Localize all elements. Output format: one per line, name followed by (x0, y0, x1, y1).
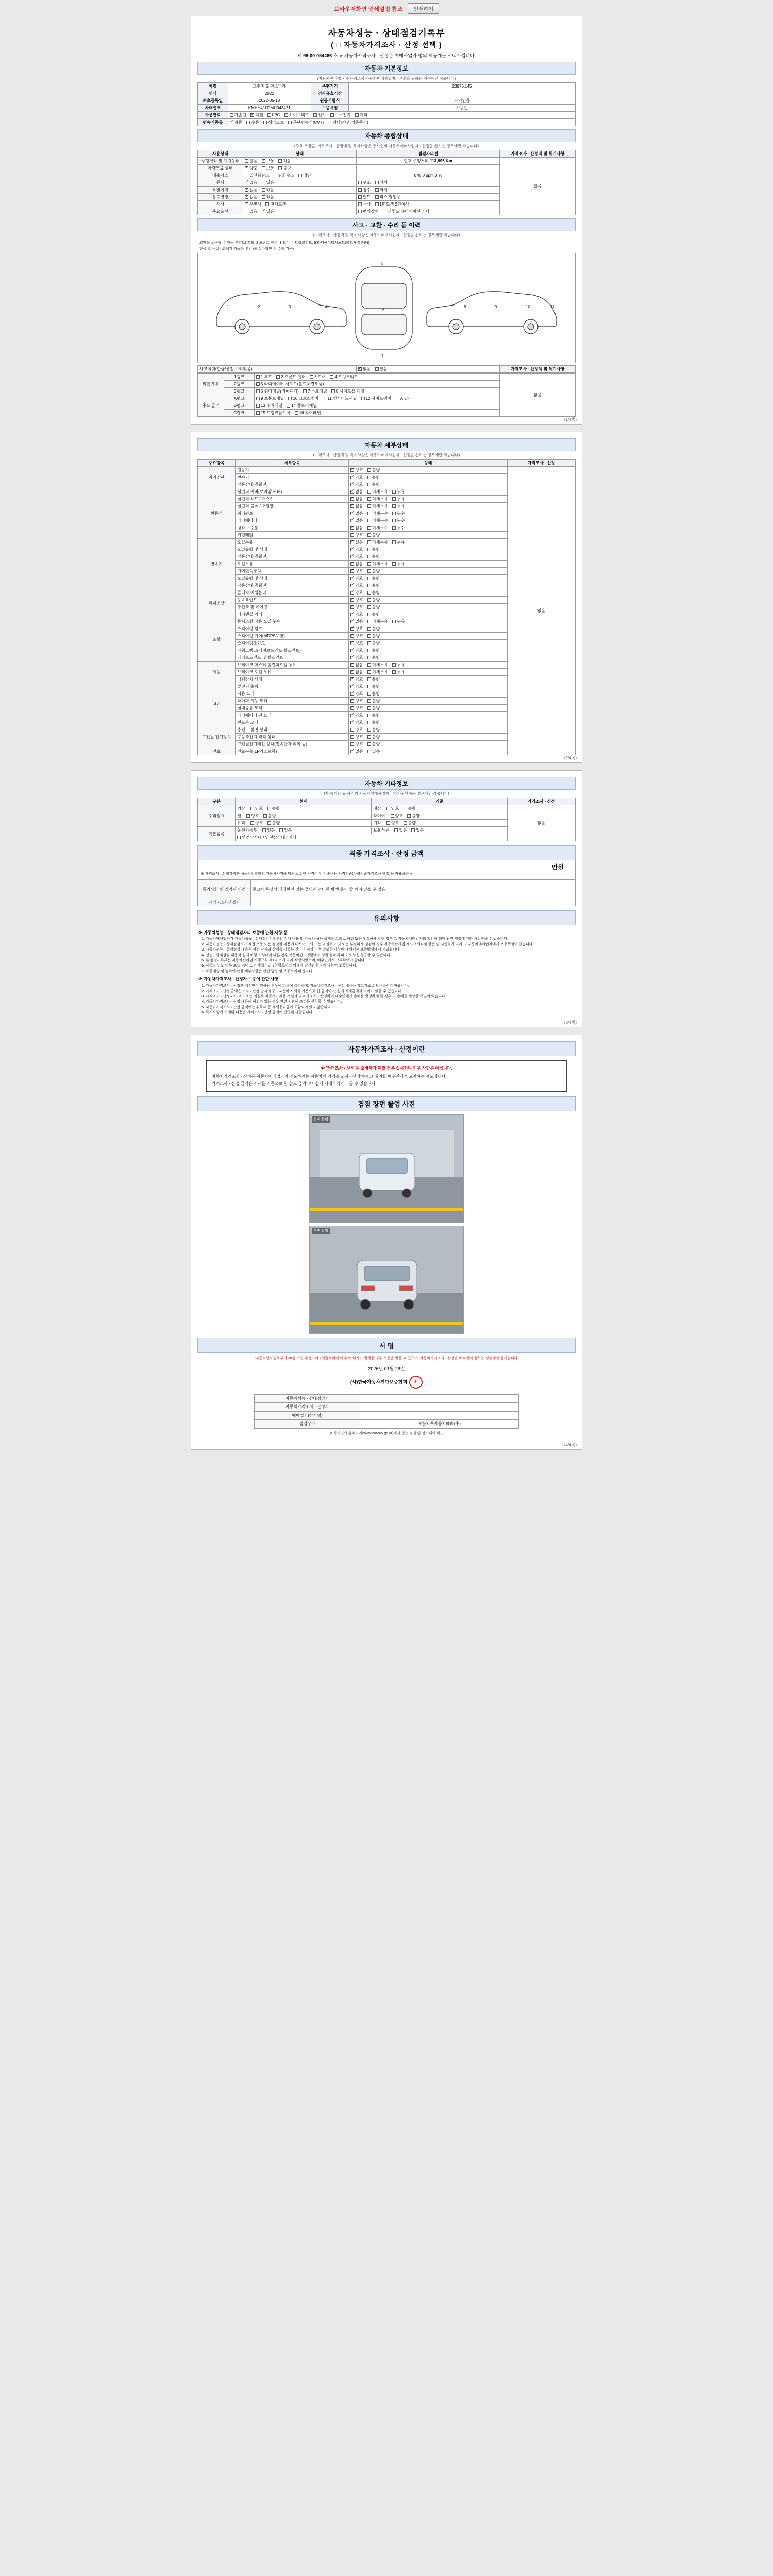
dg6-r5-label: 윈도우 모터 (236, 719, 349, 726)
value-vin: KMHH41LDMU043471 (228, 105, 311, 112)
dg-1: 원동기 (198, 488, 236, 539)
sig-label-0: 자동차성능 · 상태점검자 (255, 1394, 360, 1403)
accident-right-value: 없음 (500, 374, 576, 417)
dg2-r5-label: 오일유량 및 상태 (236, 575, 349, 582)
signature-footer: ※ 자기진단 홈페이지(www.car365.go.kr)에서 성능 점검 및 정비내역 확인 (329, 1431, 444, 1435)
sig-value-2[interactable] (360, 1411, 519, 1420)
price-assessor-label: 가격 · 조사산정자 (198, 899, 251, 906)
etc-h3: 가격조사 · 산정 (508, 798, 576, 805)
dg8-r0-opts[interactable]: ✓ 없음 있음 (349, 748, 508, 755)
dg7-r2-opts[interactable]: 양호 불량 (349, 741, 508, 748)
section-signature: 서 명 (197, 1338, 576, 1353)
etc-g0-i5[interactable]: 기타 양호 불량 (372, 820, 508, 827)
ov-row4-name: 특별이력 (198, 187, 243, 194)
dg2-r4-label: 기어변속장치 (236, 568, 349, 575)
ov-row0-opts[interactable]: 많음 ✓ 보통 적음 (243, 158, 356, 165)
price-amount: 만원 (551, 863, 564, 871)
etc-h2: 기준 (372, 798, 508, 805)
dg4-r0-label: 동력조향 작동 오일 누유 (236, 618, 349, 625)
rank-b: B랭크 (224, 402, 255, 410)
print-button[interactable]: 인쇄하기 (408, 3, 439, 14)
ov-row5-name: 용도변경 (198, 194, 243, 201)
etc-note: (자 특기할 등 사인의 자동차매매사업자 · 산정을 완하는 경우에만 작습니다) (324, 791, 449, 796)
docno-label: 제 (297, 53, 302, 58)
dg4-r5-label: 타이로드엔드 및 볼죠인트 (236, 654, 349, 662)
parts-group-outer: 외판 부위 (198, 374, 224, 395)
dg2-r0-opts[interactable]: ✓ 없음 미세누유 누유 (349, 539, 508, 546)
basic-info-table (197, 82, 576, 126)
sig-label-3: 점검장소 (255, 1420, 360, 1429)
dg4-r4-opts[interactable]: ✓ 양호 불량 (349, 647, 508, 654)
photo-front (309, 1114, 464, 1223)
notice-head-1: ※ 자동차가격조사 · 산정자 보증에 관한 사항 (198, 977, 279, 982)
label-first-reg: 최초등록일 (198, 97, 228, 105)
car-damage-diagram (197, 253, 576, 363)
dg3-r0-label: 클러치 어셈블리 (236, 589, 349, 597)
etc-g0-i1[interactable]: 내장 양호 불량 (372, 805, 508, 812)
dg6-r1-label: 시동 모터 (236, 690, 349, 698)
trans-opt-0[interactable]: ✓ 자동 (230, 120, 242, 125)
page-number-1: (1/4쪽) (564, 417, 577, 422)
seal-stamp: 인 (409, 1376, 423, 1389)
dg4-r1-opts[interactable]: ✓ 양호 불량 (349, 625, 508, 633)
ov-row4-extra: 침수 화재 (356, 187, 500, 194)
dg2-r1-opts[interactable]: ✓ 양호 불량 (349, 546, 508, 553)
docno-suffix: 호 ※ 자동차사격조사 · 산정은 매매사업자 명의 제공계는 서택소셉니다. (333, 53, 476, 58)
fuel-opt-5[interactable]: 수소전기 (330, 112, 351, 118)
dg-5: 제동 (198, 662, 236, 683)
dg4-r3-opts[interactable]: ✓ 양호 불량 (349, 640, 508, 647)
dg7-r2-label: 고전원전기배선 상태(접속단자,피복 등) (236, 741, 349, 748)
notice-1-0: 1. 자동차가격조사 · 산정은 매수인이 원하는 경우에 한하여 실시하며, 자동차가격조사 · 산정 내용은 참고자료로 활용하시기 바랍니다. (206, 984, 575, 988)
fuel-opt-6[interactable]: 기타 (355, 112, 367, 118)
fuel-opt-1[interactable]: ✓ 디젤 (250, 112, 263, 118)
etc-g0-i0[interactable]: 외장 양호 불량 (236, 805, 372, 812)
print-warning: 브라우저화면 인쇄설정 참조 (333, 6, 403, 12)
dg6-r0-label: 발전기 출력 (236, 683, 349, 690)
dg-4: 조향 (198, 618, 236, 662)
dg1-r5-opts[interactable]: ✓ 없음 미세누수 누수 (349, 524, 508, 532)
rank-3: 3랭크 (224, 388, 255, 395)
value-name: 그랜저IG 인스피레 (228, 83, 311, 90)
section-detail: 자동차 세부상태 (197, 438, 576, 451)
rank-a: A랭크 (224, 395, 255, 402)
dg6-r0-opts[interactable]: ✓ 양호 불량 (349, 683, 508, 690)
dg3-r1-opts[interactable]: ✓ 양호 불량 (349, 597, 508, 604)
notice-list-1 (206, 984, 575, 1015)
dg6-r3-label: 실내송풍 모터 (236, 705, 349, 712)
price-remark-label: 특기사항 및 점검자 의견 (198, 880, 251, 899)
parts-group-frame: 주요 골격 (198, 395, 224, 417)
price-amount-box (197, 860, 576, 880)
page-title: 자동차성능 · 상태점검기록부 (328, 28, 445, 38)
dg1-r3-opts[interactable]: ✓ 없음 미세누수 누수 (349, 510, 508, 517)
document-number (197, 52, 576, 59)
dg2-r6-label: 작동상태(공회전) (236, 582, 349, 589)
photo-front-caption: 전면 촬영 (312, 1116, 330, 1123)
accident-right-header: 가격조사 · 산정액 및 특기사항 (500, 366, 576, 373)
rank-b-items[interactable]: 13 대쉬패널 14 플로어패널 (254, 402, 499, 410)
ov-row3-extra: 구조 장치 (356, 179, 500, 187)
value-year: 2022 (228, 90, 311, 97)
ov-row6-extra: 색상 1면도색 2면이상 (356, 201, 500, 208)
mileage-current: 113,995 Km (430, 159, 452, 163)
notice-0-1: 2. 자동차성능 · 상태점검자가 직접 보증 또는 점검한 내용에 대하여 고의 또는 과실로 거짓 또는 부실하게 점검한 경우 자동차관리법 제58조의4 및 같은 법 시행령에 따라 그 자동차매매업자에게 보증책임이 있습니다. (206, 942, 575, 947)
photo-front-svg (310, 1115, 464, 1223)
svg-text:5: 5 (381, 261, 384, 266)
ov-h3: 가격조사 · 산정액 및 특기사항 (500, 150, 576, 158)
accident-note: (가격조사 · 산정액 및 특기사항은 자동차매매사업자 · 산정을 완하는 경우에만 작습니다) (313, 233, 460, 238)
dg6-r4-label: 라디에이터 팬 모터 (236, 712, 349, 719)
svg-text:4: 4 (325, 304, 327, 309)
notice-0-6: 7. 보증대상 및 범위에 관한 세부사항은 관련 법령 및 보증서에 따릅니다. (206, 969, 575, 974)
section-basic-info: 자동차 기본정보 (197, 62, 576, 75)
rank-1-items[interactable]: 1 후드 2 프론트 펜더 3 도어 4 트렁크리드 (254, 374, 499, 381)
rank-3-items[interactable]: 6 쿼터패널(리어펜더) 7 루프패널 8 사이드실 패널 (254, 388, 499, 395)
value-first-reg: 2022-05-13 (228, 97, 311, 105)
dg5-r1-opts[interactable]: ✓ 없음 미세누유 누유 (349, 669, 508, 676)
notice-1-5: 6. 특기사항에 기재된 내용은 가격조사 · 산정 금액에 반영된 사항입니다. (206, 1010, 575, 1015)
dg1-r3-label: 워터펌프 (236, 510, 349, 517)
ov-row6-name: 색상 (198, 201, 243, 208)
etc-g1-i2[interactable]: 안전삼각대 / 안전삼각대 / 기타 (236, 834, 508, 841)
dg3-r0-opts[interactable]: ✓ 양호 불량 (349, 589, 508, 597)
dg0-r0-opts[interactable]: ✓ 양호 불량 (349, 467, 508, 474)
dg1-r0-label: 실린더 커버(로커암 커버) (236, 488, 349, 496)
photo-rear-svg (310, 1226, 464, 1334)
accident-result-opts[interactable]: ✓ 없음 있음 (356, 366, 500, 373)
ov-row1-opts[interactable]: ✓ 양호 보통 불량 (243, 165, 356, 172)
notice-0-0: 1. 자동차매매업자가 자동차성능 · 상태점검기록부의 기재 내용 및 자동차 성능 상태를 고의로 허위 또는 부실하게 알린 경우 그 자동차매매업자의 책임이 되며 관련 법령에 따라 처벌받을 수 있습니다. (206, 937, 575, 941)
label-year: 연식 (198, 90, 228, 97)
sig-value-1[interactable] (360, 1403, 519, 1412)
dg6-r3-opts[interactable]: ✓ 양호 불량 (349, 705, 508, 712)
dg5-r2-opts[interactable]: ✓ 양호 불량 (349, 676, 508, 683)
svg-text:10: 10 (526, 304, 530, 309)
ov-row4-opts[interactable]: ✓ 없음 있음 (243, 187, 356, 194)
value-warranty2: 가솔린 (349, 105, 576, 112)
svg-text:8: 8 (464, 304, 466, 309)
notice-1-3: 4. 자동차가격조사 · 산정 내용에 이의가 있는 경우 관련 기관에 조정을 신청할 수 있습니다. (206, 999, 575, 1004)
dg1-r5-label: 냉각수 수분 (236, 524, 349, 532)
label-inspection: 검사유효기간 (311, 90, 348, 97)
ov-row2-opts[interactable]: 일산화탄소 탄화수소 매연 (243, 172, 356, 179)
price-desc: ※ 가격조사 · 산정가격은 성능점검할때의 자동차가격을 바탕으로 한 가격이며, 기술내는 가격기준(차량기준가격조사 산정)을 적용하였음 (201, 872, 413, 876)
dg3-r3-label: 디퍼렌셜 기어 (236, 611, 349, 618)
docno-value: 98-00-054486 (303, 53, 332, 58)
dg-2: 변속기 (198, 539, 236, 589)
dg0-r0-label: 원동기 (236, 467, 349, 474)
overall-table (197, 150, 576, 215)
value-warranty: 자기인증 (349, 97, 576, 105)
etc-table (197, 798, 576, 841)
dg0-r2-label: 작동상태(공회전) (236, 481, 349, 488)
guide-text-0: ※ '가격조사 · 산정'은 소비자가 원할 경우 실시되며 의무 사항은 아닙니다. (321, 1065, 452, 1071)
dg-6: 전기 (198, 683, 236, 726)
label-mileage: 주행거리 (311, 83, 348, 90)
price-remark-table (197, 880, 576, 906)
rank-c: C랭크 (224, 410, 255, 417)
dt-h3: 가격조사 · 산정 (508, 460, 576, 467)
dt-h2: 상태 (349, 460, 508, 467)
detail-note: (가격조사 · 산정액 및 특기사항은 자동차매매사업자 · 산정을 완하는 경우에만 작습니다) (313, 453, 460, 457)
rank-1: 1랭크 (224, 374, 255, 381)
dg7-r0-label: 충전구 절연 상태 (236, 726, 349, 734)
page-3 (191, 770, 582, 1027)
signature-area (197, 1353, 576, 1442)
etc-g0-i2[interactable]: 휠 양호 불량 (236, 812, 372, 820)
sig-value-3[interactable]: 보분차주자동차매매(주) (360, 1420, 519, 1429)
dg4-r2-label: 스티어링 기어(MDPS포함) (236, 633, 349, 640)
svg-text:11: 11 (550, 304, 555, 309)
fuel-opt-3[interactable]: 하이브리드 (284, 112, 309, 118)
ov-row3-opts[interactable]: ✓ 없음 있음 (243, 179, 356, 187)
dg1-r2-label: 실린더 블록 / 오일팬 (236, 503, 349, 510)
dg1-r6-label: 커먼레일 (236, 532, 349, 539)
dg3-r3-opts[interactable]: ✓ 양호 불량 (349, 611, 508, 618)
dg6-r5-opts[interactable]: ✓ 양호 불량 (349, 719, 508, 726)
notice-1-1: 2. 가격조사 · 산정 금액은 조사 · 산정 당시의 중고자동차 시세를 기준으로 한 금액이며, 실제 거래금액과 차이가 있을 수 있습니다. (206, 989, 575, 994)
svg-text:3: 3 (289, 304, 291, 309)
ov-row7-extra: 편의장치 선루프 내비게이션 기타 (356, 208, 500, 215)
svg-text:6: 6 (382, 308, 385, 312)
notice-1-2: 3. 가격조사 · 산정자가 고의 또는 과실로 자동차가격을 사실과 다르게 조사 · 산정하여 매수인에게 손해를 발생하게 한 경우 그 손해를 배상할 책임이 있습니다. (206, 994, 575, 999)
dg2-r4-opts[interactable]: ✓ 양호 불량 (349, 568, 508, 575)
notice-0-5: 6. 자동차 인도 이후 30일 이내 또는 주행거리 2천킬로미터 이내에 발견된 하자에 대하여 보증합니다. (206, 963, 575, 968)
page-1 (191, 16, 582, 425)
dg5-r0-label: 브레이크 마스터 실린더오일 누유 (236, 662, 349, 669)
dg2-r1-label: 오일유량 및 상태 (236, 546, 349, 553)
sig-label-2: 매매업자(상사명) (255, 1411, 360, 1420)
signature-org: (사)한국자동차진단보증협회 인 (197, 1376, 576, 1389)
etc-h0: 구분 (198, 798, 236, 805)
notice-1-4: 5. 자동차가격조사 · 산정 금액에는 취득세 등 제세공과금이 포함되어 있지 않습니다. (206, 1005, 575, 1010)
label-transmission: 변속기종류 (198, 119, 228, 126)
rank-2-items[interactable]: 5 라디에이터 서포트(볼트체결부품) (254, 381, 499, 388)
dg1-r2-opts[interactable]: ✓ 없음 미세누유 누유 (349, 503, 508, 510)
etc-g1-i0[interactable]: 운전기록부 없음 있음 (236, 827, 372, 834)
dg-8: 연료 (198, 748, 236, 755)
dg0-r2-opts[interactable]: ✓ 양호 불량 (349, 481, 508, 488)
page-4 (191, 1035, 582, 1450)
ov-row5-extra: 렌트 리스 영업용 (356, 194, 500, 201)
accident-legend-1: 판금 및 용접 · 교체가 가능한 부위 (※ 실차확인 및 수리 기준) (199, 247, 294, 251)
dg3-r2-label: 추진축 및 베어링 (236, 604, 349, 611)
price-assessor-value[interactable] (250, 899, 575, 906)
page-number-2: (2/4쪽) (564, 756, 577, 760)
page-2 (191, 432, 582, 763)
sig-label-1: 자동차가격조사 · 산정자 (255, 1403, 360, 1412)
trans-opt-4[interactable]: 기타(샤셈 기준주기) (328, 120, 368, 125)
price-remark-text: 중고차 특성상 매매완전 있는 물의에 경미한 방생 등의 할 차이 있을 수 있음. (250, 880, 575, 899)
value-mileage: 23976,145 (349, 83, 576, 90)
toolbar (0, 0, 773, 16)
detail-table (197, 459, 576, 755)
detail-right-value: 없음 (508, 467, 576, 755)
dg2-r3-opts[interactable]: ✓ 없음 미세누유 누유 (349, 561, 508, 568)
dg2-r2-label: 작동상태(공회전) (236, 553, 349, 561)
etc-g0-i4[interactable]: 유리 양호 불량 (236, 820, 372, 827)
ov-row2-name: 배출가스 (198, 172, 243, 179)
dg1-r4-opts[interactable]: ✓ 없음 미세누수 누수 (349, 517, 508, 524)
fuel-options[interactable] (228, 112, 575, 119)
notice-0-4: 5. 본 점검기록부는 자동차관리법 시행규칙 제120조에 따라 작성되었으며, 매수인에게 교부하여야 합니다. (206, 958, 575, 963)
page-number-4: (4/4쪽) (564, 1442, 577, 1447)
signature-date: 2026년 01월 28일 (368, 1366, 405, 1372)
section-etc: 자동차 기타정보 (197, 777, 576, 790)
ov-row1-name: 차량연료 상태 (198, 165, 243, 172)
dg2-r0-label: 오일누유 (236, 539, 349, 546)
photo-rear (309, 1226, 464, 1334)
etc-right-value: 없음 (508, 805, 576, 841)
notice-body (197, 925, 576, 1020)
dg5-r1-label: 브레이크 오일 누유 (236, 669, 349, 676)
dg2-r3-label: 오일누유 (236, 561, 349, 568)
rank-2: 2랭크 (224, 381, 255, 388)
dg2-r6-opts[interactable]: ✓ 양호 불량 (349, 582, 508, 589)
fuel-opt-2[interactable]: LPG (267, 113, 280, 117)
notice-list-0 (206, 937, 575, 974)
ov-h2: 점검자의견 (356, 150, 500, 158)
label-name: 차명 (198, 83, 228, 90)
dg0-r1-opts[interactable]: ✓ 양호 불량 (349, 474, 508, 481)
overall-right-note: 없음 (500, 158, 576, 215)
accident-result-table (197, 365, 576, 373)
accident-result-label: 사고이력(판금/용접 수리있음) (198, 366, 357, 373)
dg2-r2-opts[interactable]: ✓ 양호 불량 (349, 553, 508, 561)
trans-opt-3[interactable]: 무단변속기(CVT) (288, 120, 324, 125)
section-accident: 사고 · 교환 · 수리 등 이력 (197, 218, 576, 231)
etc-g0: 수리필요 (198, 805, 236, 827)
guide-box (206, 1060, 567, 1092)
dg6-r1-opts[interactable]: ✓ 양호 불량 (349, 690, 508, 698)
etc-g0-i3[interactable]: 타이어 양호 불량 (372, 812, 508, 820)
dg4-r0-opts[interactable]: ✓ 없음 미세누유 누유 (349, 618, 508, 625)
sig-value-0[interactable] (360, 1394, 519, 1403)
dg4-r2-opts[interactable]: ✓ 양호 불량 (349, 633, 508, 640)
dg-0: 자기진단 (198, 467, 236, 488)
ov-row5-opts[interactable]: ✓ 없음 있음 (243, 194, 356, 201)
dg4-r5-opts[interactable]: ✓ 양호 불량 (349, 654, 508, 662)
dg4-r3-label: 스티어링조인트 (236, 640, 349, 647)
svg-text:7: 7 (381, 354, 384, 359)
dg7-r0-opts[interactable]: 양호 불량 (349, 726, 508, 734)
accident-parts-table (197, 373, 576, 417)
ov-h0: 사용상태 (198, 150, 243, 158)
ov-row6-opts[interactable]: ✓ 무변색 전체도색 (243, 201, 356, 208)
ov-row1-extra (356, 165, 500, 172)
dg6-r2-label: 와이퍼 기능 모터 (236, 698, 349, 705)
page-number-3: (3/4쪽) (564, 1020, 577, 1025)
etc-h1: 현재 (236, 798, 372, 805)
etc-g1: 기본품목 (198, 827, 236, 841)
trans-opt-2[interactable]: 세미오토 (263, 120, 284, 125)
etc-g1-i1[interactable]: 보유서류 없음 있음 (372, 827, 508, 834)
trans-opt-1[interactable]: 수동 (246, 120, 259, 125)
photo-rear-caption: 후면 촬영 (312, 1228, 330, 1234)
page-subtitle: ( □ 자동차가격조사 · 산정 선택 ) (331, 41, 442, 49)
dg5-r0-opts[interactable]: ✓ 없음 미세누유 누유 (349, 662, 508, 669)
fuel-opt-0[interactable]: 가솔린 (230, 112, 246, 118)
transmission-options[interactable] (228, 119, 575, 126)
signature-warning: "자동차인도일로부터 30일 또는 주행거리 2천킬로미터 이내"에 하자가 발생한 경우 보증을 받을 수 있으며, 자동차가격조사 · 산정은 매수인이 원하는 경우에만 실시합니다. (254, 1356, 519, 1360)
guide-text-1: 자동차가격조사 · 산정은 자동차매매업자가 매도하려는 자동차의 가격을 조사 · 산정하여 그 결과를 매수인에게 고지하는 제도입니다. (212, 1074, 447, 1079)
label-warranty: 보증유형 (311, 105, 348, 112)
dg1-r0-opts[interactable]: ✓ 없음 미세누유 누유 (349, 488, 508, 496)
notice-0-3: 4. 성능 · 상태점검 내용과 실제 차량의 상태가 다른 경우 자동차관리법령에서 정한 절차에 따라 보상을 청구할 수 있습니다. (206, 953, 575, 958)
car-diagram-svg (206, 257, 567, 360)
svg-text:9: 9 (495, 304, 497, 309)
dg3-r2-opts[interactable]: ✓ 양호 불량 (349, 604, 508, 611)
section-guide: 자동차가격조사 · 산정이란 (197, 1041, 576, 1056)
dg1-r4-label: 라디에이터 (236, 517, 349, 524)
guide-text-2: 가격조사 · 산정 금액은 시세를 기준으로 한 참고 금액이며 실제 거래가격과 다를 수 있습니다. (212, 1081, 377, 1086)
dg7-r1-label: 구동축전지 격리 상태 (236, 734, 349, 741)
fuel-opt-4[interactable]: 전기 (313, 112, 326, 118)
dg5-r2-label: 배력장치 상태 (236, 676, 349, 683)
ov-row0-extra: 현재 주행거리 113,995 Km (356, 158, 500, 165)
dg-7: 고전원 전기장치 (198, 726, 236, 748)
ov-h1: 상태 (243, 150, 356, 158)
dg0-r1-label: 변속기 (236, 474, 349, 481)
label-engine: 원동기형식 (311, 97, 348, 105)
section-price: 최종 가격조사 · 산정 금액 (197, 845, 576, 860)
dg8-r0-label: 연료누출(LP가스포함) (236, 748, 349, 755)
accident-legend-0: 교환을 요구할 수 있는 부위(1) 후드, 2 프론트 펜더, 3 도어, 4 트렁크리드, 5 라디에이터서포트(볼트체결부품)) (199, 241, 369, 245)
dg3-r1-label: 등속죠인트 (236, 597, 349, 604)
notice-head-0: ※ 자동차성능 · 상태점검자의 보증에 관한 사항 등 (198, 930, 288, 935)
dg7-r1-opts[interactable]: 양호 불량 (349, 734, 508, 741)
ov-row7-name: 주요옵션 (198, 208, 243, 215)
basic-note: (자동차관리법 기준가격조사 자동차매매사업자 · 산정을 완하는 경우에만 작습니다) (317, 76, 456, 81)
svg-text:1: 1 (227, 304, 229, 309)
dt-h0: 주요항목 (198, 460, 236, 467)
ov-row2-val: 0 % 0 ppm 0 % (356, 172, 500, 179)
dg4-r4-label: 파워크랭크(타이로드앤드 볼죠인트) (236, 647, 349, 654)
overall-note: (주요 조금출, 기록조사 · 산정에 및 복기사항은 동사인의 자동차매매사업자 · 산정을 완하는 경우에만 작습니다) (294, 144, 479, 148)
signature-table (254, 1394, 519, 1429)
label-fuel: 사용연료 (198, 112, 228, 119)
rank-a-items[interactable]: 9 프론트패널 10 크로스멤버 11 인사이드패널 12 사이드멤버 A 필러 (254, 395, 499, 402)
dg1-r1-opts[interactable]: ✓ 없음 미세누유 누유 (349, 496, 508, 503)
dg-3: 동력전달 (198, 589, 236, 618)
section-overall: 자동차 종합상태 (197, 129, 576, 142)
ov-row3-name: 튜닝 (198, 179, 243, 187)
section-notice: 유의사항 (197, 910, 576, 925)
dg6-r4-opts[interactable]: ✓ 양호 불량 (349, 712, 508, 719)
label-vin: 차대번호 (198, 105, 228, 112)
section-photos: 검점 장면 촬영 사진 (197, 1096, 576, 1111)
rank-c-items[interactable]: 15 트렁크플로어 16 리어패널 (254, 410, 499, 417)
notice-0-2: 3. 자동차성능 · 상태점검 내용은 점검 당시의 상태를 기록한 것이며 점검 이후 발생한 사항에 대해서는 보증범위에서 제외됩니다. (206, 947, 575, 952)
ov-row7-opts[interactable]: 없음 ✓ 있음 (243, 208, 356, 215)
dg1-r1-label: 실린더 헤드 / 개스킷 (236, 496, 349, 503)
dt-h1: 세부항목 (236, 460, 349, 467)
dg2-r5-opts[interactable]: ✓ 양호 불량 (349, 575, 508, 582)
svg-text:2: 2 (258, 304, 260, 309)
dg4-r1-label: 스티어링 펌프 (236, 625, 349, 633)
value-inspection (349, 90, 576, 97)
dg1-r6-opts[interactable]: 양호 불량 (349, 532, 508, 539)
ov-row0-name: 주행거리 및 계기상태 (198, 158, 243, 165)
dg6-r2-opts[interactable]: ✓ 양호 불량 (349, 698, 508, 705)
